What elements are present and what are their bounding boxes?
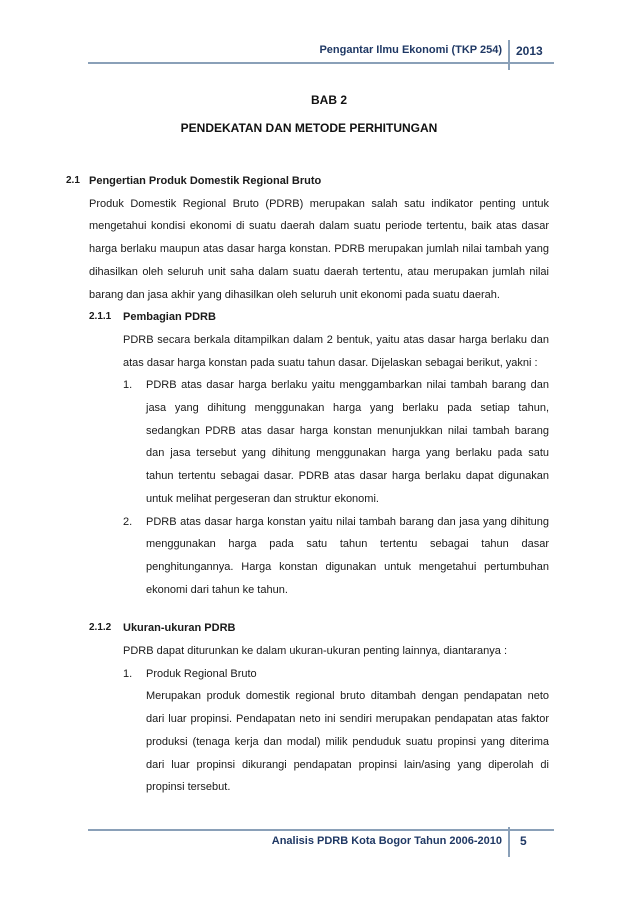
- chapter-label: BAB 2: [310, 93, 347, 107]
- page-footer: [88, 829, 554, 859]
- header-rule: [88, 62, 554, 64]
- list-item-body: [146, 663, 549, 799]
- chapter-title: PENDEKATAN DAN METODE PERHITUNGAN: [180, 121, 438, 135]
- section-2-1-2-paragraph: PDRB dapat diturunkan ke dalam ukuran-ukuran penting lainnya, diantaranya :: [123, 645, 508, 658]
- footer-separator: [508, 827, 510, 857]
- list-number: 2.: [123, 515, 133, 528]
- footer-title: Analisis PDRB Kota Bogor Tahun 2006-2010: [271, 835, 502, 847]
- header-separator: [508, 40, 510, 70]
- list-text: PDRB atas dasar harga berlaku yaitu menggambarkan nilai tambah barang dan jasa yang dihitung menggunakan harga yang berlaku pada setiap tahun, sedangkan PDRB atas dasar harga konstan menunjukkan nilai tambah barang dan jasa tersebut yang dihitung menggunakan harga yang berlaku pada satu tahun tertentu sebagai dasar. PDRB atas dasar harga berlaku dapat digunakan untuk melihat pergeseran dan struktur ekonomi.: [146, 379, 549, 505]
- list-item: [123, 374, 549, 510]
- list-number: 1.: [123, 667, 133, 680]
- list-text: PDRB atas dasar harga konstan yaitu nilai tambah barang dan jasa yang dihitung menggunakan harga pada satu tahun tertentu sebagai tahun dasar penghitungannya. Harga konstan digunakan untuk mengetahui pertumbuhan ekonomi dari tahun ke tahun.: [146, 515, 549, 596]
- header-title: Pengantar Ilmu Ekonomi (TKP 254): [319, 44, 502, 56]
- document-body: [66, 170, 549, 799]
- list-item-title: Produk Regional Bruto: [146, 667, 257, 680]
- subsection-number: 2.1.2: [89, 622, 112, 634]
- section-title: Pengertian Produk Domestik Regional Bruto: [89, 175, 322, 187]
- header-year: 2013: [516, 44, 543, 58]
- subsection-title: Pembagian PDRB: [123, 311, 216, 324]
- list-item: [123, 663, 549, 799]
- section-number: 2.1: [66, 175, 80, 186]
- list-item: [123, 511, 549, 602]
- page-header: [88, 40, 554, 62]
- list-text: Merupakan produk domestik regional bruto ditambah dengan pendapatan neto dari luar propinsi. Pendapatan neto ini sendiri merupakan pendapatan atas faktor produksi (tenaga kerja dan modal) milik penduduk suatu propinsi yang diterima dari luar propinsi dikurangi pendapatan propinsi lain/asing yang diperolah di propinsi tersebut.: [146, 690, 549, 794]
- section-2-1-1-heading: [89, 306, 549, 329]
- subsection-number: 2.1.1: [89, 311, 112, 323]
- list-number: 1.: [123, 379, 133, 392]
- subsection-title: Ukuran-ukuran PDRB: [123, 622, 236, 635]
- section-2-1-2-heading: [89, 617, 549, 640]
- spacer: [89, 601, 549, 617]
- section-2-1-paragraph: Produk Domestik Regional Bruto (PDRB) merupakan salah satu indikator penting untuk mengetahui kondisi ekonomi di suatu daerah dalam suatu periode tertentu, baik atas dasar harga berlaku maupun atas dasar harga konstan. PDRB merupakan jumlah nilai tambah yang dihasilkan oleh seluruh unit saha dalam suatu daerah tertentu, atau merupakan jumlah nilai barang dan jasa akhir yang dihasilkan oleh seluruh unit ekonomi pada suatu daerah.: [89, 197, 549, 301]
- section-2-1-1-paragraph: PDRB secara berkala ditampilkan dalam 2 bentuk, yaitu atas dasar harga berlaku dan atas dasar harga konstan pada suatu tahun dasar. Dijelaskan sebagai berikut, yakni :: [123, 333, 549, 369]
- section-2-1-heading: [66, 170, 549, 193]
- footer-rule: [88, 829, 554, 831]
- page-number: 5: [520, 834, 527, 848]
